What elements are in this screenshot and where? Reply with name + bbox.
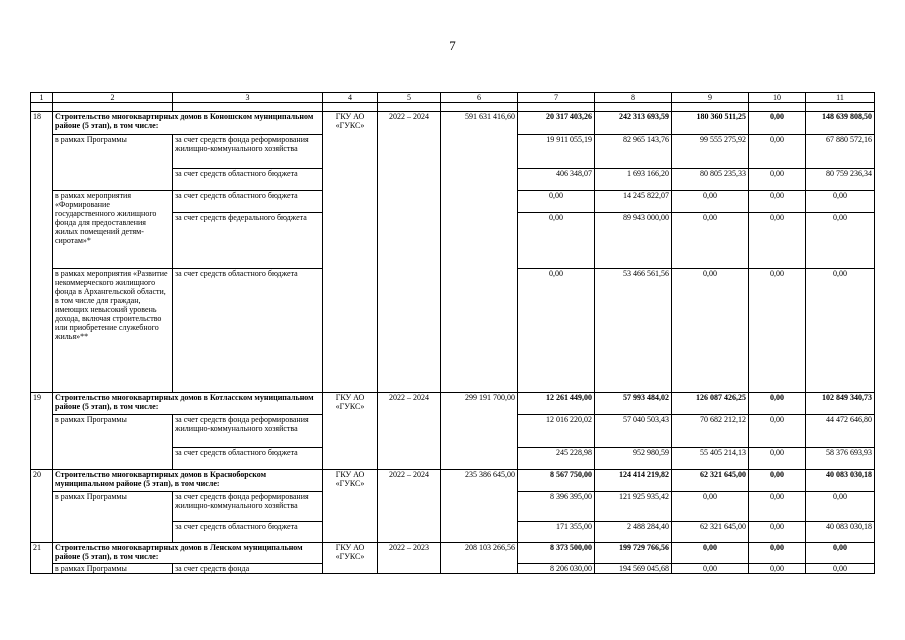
total-cost: 591 631 416,60 xyxy=(441,112,518,393)
funding-source: за счет средств фонда реформирования жилищно-коммунального хозяйства xyxy=(173,135,323,169)
value-cell: 82 965 143,76 xyxy=(595,135,672,169)
value-cell: 0,00 xyxy=(806,564,875,574)
funding-source: за счет средств областного бюджета xyxy=(173,169,323,191)
row-number: 21 xyxy=(31,543,53,574)
row-title: Строительство многоквартирных домов в Ленском муниципальном районе (5 этап), в том числе: xyxy=(53,543,323,564)
value-cell: 245 228,98 xyxy=(518,448,595,470)
value-cell: 70 682 212,12 xyxy=(672,415,749,448)
table-row xyxy=(31,112,875,135)
value-cell: 12 016 220,02 xyxy=(518,415,595,448)
value-cell: 99 555 275,92 xyxy=(672,135,749,169)
value-cell: 2 488 284,40 xyxy=(595,522,672,543)
header-cell: 2 xyxy=(53,93,173,103)
value-cell: 62 321 645,00 xyxy=(672,522,749,543)
header-cell: 8 xyxy=(595,93,672,103)
value-cell: 406 348,07 xyxy=(518,169,595,191)
table-row xyxy=(31,543,875,564)
funding-source: за счет средств областного бюджета xyxy=(173,269,323,393)
row-number: 19 xyxy=(31,393,53,470)
value-cell: 0,00 xyxy=(749,415,806,448)
spacer-row xyxy=(31,103,875,112)
value-cell: 0,00 xyxy=(806,213,875,269)
value-cell: 55 405 214,13 xyxy=(672,448,749,470)
value-cell: 0,00 xyxy=(749,448,806,470)
value-cell: 0,00 xyxy=(749,543,806,564)
value-cell: 0,00 xyxy=(749,393,806,415)
value-cell: 0,00 xyxy=(806,269,875,393)
value-cell: 8 206 030,00 xyxy=(518,564,595,574)
table-header-row xyxy=(31,93,875,103)
value-cell: 242 313 693,59 xyxy=(595,112,672,135)
value-cell: 0,00 xyxy=(749,522,806,543)
value-cell: 0,00 xyxy=(806,492,875,522)
value-cell: 0,00 xyxy=(672,492,749,522)
value-cell: 171 355,00 xyxy=(518,522,595,543)
value-cell: 19 911 055,19 xyxy=(518,135,595,169)
value-cell: 0,00 xyxy=(749,191,806,213)
row-number: 20 xyxy=(31,470,53,543)
value-cell: 148 639 808,50 xyxy=(806,112,875,135)
program-label: в рамках Программы xyxy=(53,415,173,470)
header-cell: 5 xyxy=(378,93,441,103)
value-cell: 0,00 xyxy=(672,191,749,213)
years: 2022 – 2024 xyxy=(378,112,441,393)
program-label: в рамках Программы xyxy=(53,135,173,191)
value-cell: 8 396 395,00 xyxy=(518,492,595,522)
value-cell: 121 925 935,42 xyxy=(595,492,672,522)
row-title: Строительство многоквартирных домов в Красноборском муниципальном районе (5 этап), в том числе: xyxy=(53,470,323,492)
header-cell: 7 xyxy=(518,93,595,103)
value-cell: 0,00 xyxy=(518,191,595,213)
row-title: Строительство многоквартирных домов в Коношском муниципальном районе (5 этап), в том числе: xyxy=(53,112,323,135)
budget-table xyxy=(30,92,875,574)
value-cell: 80 759 236,34 xyxy=(806,169,875,191)
value-cell: 40 083 030,18 xyxy=(806,522,875,543)
table-row xyxy=(31,393,875,415)
value-cell: 8 567 750,00 xyxy=(518,470,595,492)
program-label: в рамках мероприятия «Формирование государственного жилищного фонда для предоставления жилых помещений детям-сиротам»* xyxy=(53,191,173,269)
value-cell: 53 466 561,56 xyxy=(595,269,672,393)
program-label: в рамках Программы xyxy=(53,492,173,543)
value-cell: 62 321 645,00 xyxy=(672,470,749,492)
program-label: в рамках мероприятия «Развитие некоммерческого жилищного фонда в Архангельской области, в том числе для граждан, имеющих невысокий уровень дохода, включая строительство или приобретение служебного жилья»** xyxy=(53,269,173,393)
value-cell: 199 729 766,56 xyxy=(595,543,672,564)
value-cell: 0,00 xyxy=(806,191,875,213)
value-cell: 0,00 xyxy=(518,269,595,393)
value-cell: 89 943 000,00 xyxy=(595,213,672,269)
value-cell: 0,00 xyxy=(749,169,806,191)
value-cell: 0,00 xyxy=(806,543,875,564)
header-cell: 4 xyxy=(323,93,378,103)
funding-source: за счет средств фонда xyxy=(173,564,323,574)
header-cell: 10 xyxy=(749,93,806,103)
value-cell: 57 040 503,43 xyxy=(595,415,672,448)
total-cost: 235 386 645,00 xyxy=(441,470,518,543)
value-cell: 8 373 500,00 xyxy=(518,543,595,564)
value-cell: 57 993 484,02 xyxy=(595,393,672,415)
value-cell: 0,00 xyxy=(672,564,749,574)
value-cell: 0,00 xyxy=(672,543,749,564)
value-cell: 14 245 822,07 xyxy=(595,191,672,213)
funding-source: за счет средств областного бюджета xyxy=(173,448,323,470)
value-cell: 40 083 030,18 xyxy=(806,470,875,492)
program-label: в рамках Программы xyxy=(53,564,173,574)
value-cell: 0,00 xyxy=(749,213,806,269)
header-cell: 6 xyxy=(441,93,518,103)
value-cell: 1 693 166,20 xyxy=(595,169,672,191)
value-cell: 44 472 646,80 xyxy=(806,415,875,448)
value-cell: 58 376 693,93 xyxy=(806,448,875,470)
value-cell: 102 849 340,73 xyxy=(806,393,875,415)
funding-source: за счет средств фонда реформирования жилищно-коммунального хозяйства xyxy=(173,492,323,522)
value-cell: 0,00 xyxy=(749,564,806,574)
funding-source: за счет средств областного бюджета xyxy=(173,191,323,213)
value-cell: 180 360 511,25 xyxy=(672,112,749,135)
value-cell: 0,00 xyxy=(749,112,806,135)
value-cell: 952 980,59 xyxy=(595,448,672,470)
value-cell: 67 880 572,16 xyxy=(806,135,875,169)
value-cell: 0,00 xyxy=(749,492,806,522)
executor: ГКУ АО «ГУКС» xyxy=(323,543,378,574)
header-cell: 1 xyxy=(31,93,53,103)
header-cell: 11 xyxy=(806,93,875,103)
funding-source: за счет средств областного бюджета xyxy=(173,522,323,543)
years: 2022 – 2024 xyxy=(378,393,441,470)
years: 2022 – 2023 xyxy=(378,543,441,574)
row-title: Строительство многоквартирных домов в Котласском муниципальном районе (5 этап), в том числе: xyxy=(53,393,323,415)
table-row xyxy=(31,470,875,492)
value-cell: 0,00 xyxy=(672,269,749,393)
value-cell: 0,00 xyxy=(518,213,595,269)
page-number: 7 xyxy=(449,38,456,53)
executor: ГКУ АО «ГУКС» xyxy=(323,112,378,393)
executor: ГКУ АО «ГУКС» xyxy=(323,470,378,543)
value-cell: 80 805 235,33 xyxy=(672,169,749,191)
row-number: 18 xyxy=(31,112,53,393)
header-cell: 3 xyxy=(173,93,323,103)
value-cell: 124 414 219,82 xyxy=(595,470,672,492)
value-cell: 194 569 045,68 xyxy=(595,564,672,574)
value-cell: 12 261 449,00 xyxy=(518,393,595,415)
value-cell: 126 087 426,25 xyxy=(672,393,749,415)
total-cost: 299 191 700,00 xyxy=(441,393,518,470)
executor: ГКУ АО «ГУКС» xyxy=(323,393,378,470)
value-cell: 0,00 xyxy=(749,135,806,169)
value-cell: 0,00 xyxy=(749,470,806,492)
years: 2022 – 2024 xyxy=(378,470,441,543)
total-cost: 208 103 266,56 xyxy=(441,543,518,574)
funding-source: за счет средств фонда реформирования жилищно-коммунального хозяйства xyxy=(173,415,323,448)
value-cell: 20 317 403,26 xyxy=(518,112,595,135)
funding-source: за счет средств федерального бюджета xyxy=(173,213,323,269)
header-cell: 9 xyxy=(672,93,749,103)
value-cell: 0,00 xyxy=(749,269,806,393)
value-cell: 0,00 xyxy=(672,213,749,269)
